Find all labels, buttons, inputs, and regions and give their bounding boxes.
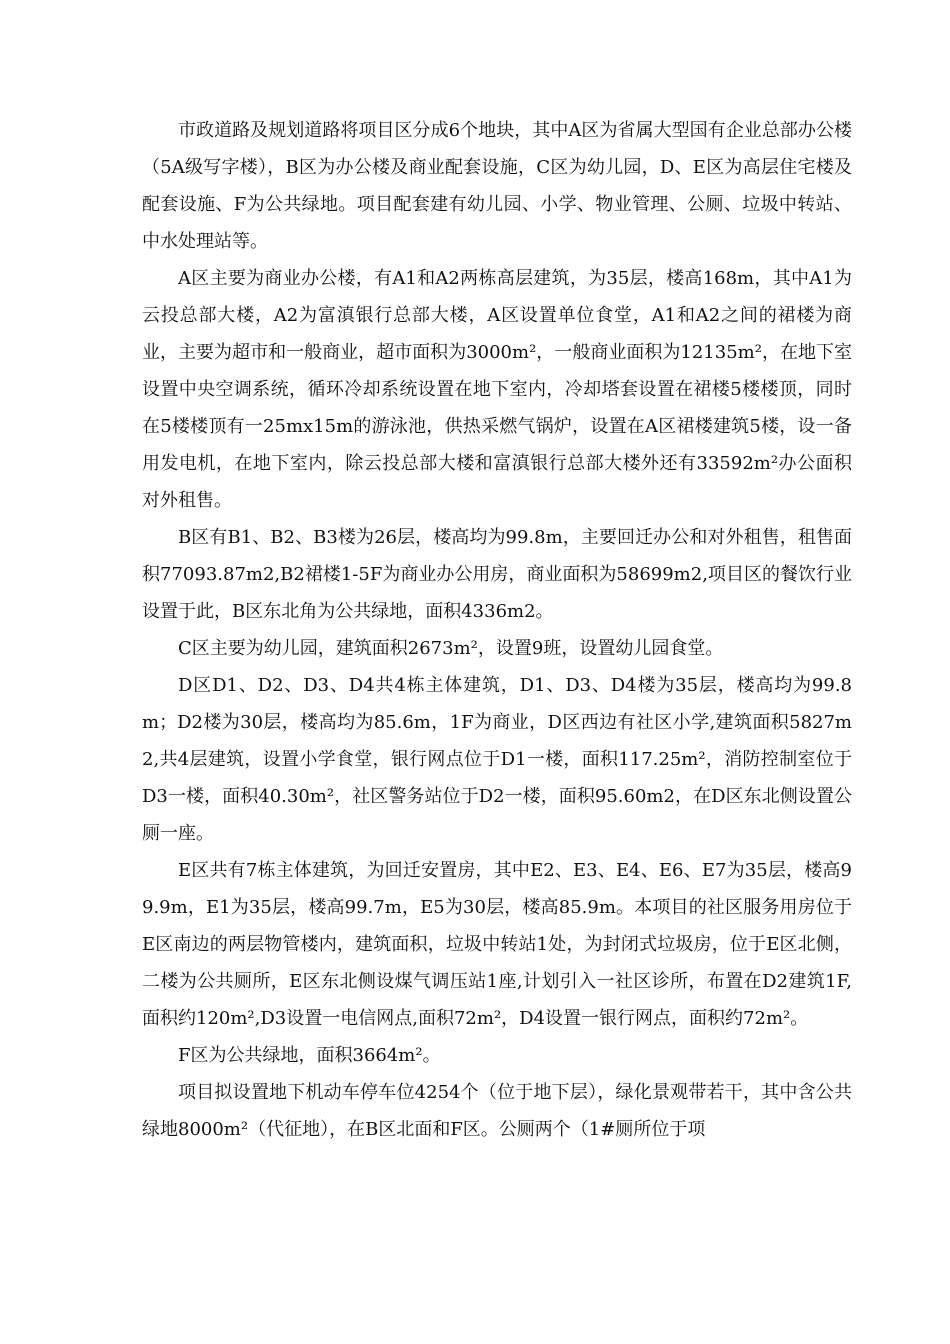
paragraph-zone-e: E区共有7栋主体建筑，为回迁安置房，其中E2、E3、E4、E6、E7为35层，楼高99.9m，E1为35层，楼高99.7m，E5为30层，楼高85.9m。本项目的社区服务用房位于E区南边的两层物管楼内，建筑面积，垃圾中转站1处，为封闭式垃圾房，位于E区北侧，二楼为公共厕所，E区东北侧设煤气调压站1座,计划引入一社区诊所，布置在D2建筑1F,面积约120m²,D3设置一电信网点,面积72m²，D4设置一银行网点，面积约72m²。 xyxy=(142,860,852,1029)
paragraph-zone-c: C区主要为幼儿园，建筑面积2673m²，设置9班，设置幼儿园食堂。 xyxy=(178,638,724,659)
paragraph-parking: 项目拟设置地下机动车停车位4254个（位于地下层），绿化景观带若干，其中含公共绿地8000m²（代征地），在B区北面和F区。公厕两个（1#厕所位于项 xyxy=(142,1082,852,1140)
paragraph-zone-a: A区主要为商业办公楼，有A1和A2两栋高层建筑，为35层，楼高168m，其中A1为云投总部大楼，A2为富滇银行总部大楼，A区设置单位食堂，A1和A2之间的裙楼为商业，主要为超市和一般商业，超市面积为3000m²，一般商业面积为12135m²，在地下室设置中央空调系统，循环冷却系统设置在地下室内，冷却塔套设置在裙楼5楼楼顶，同时在5楼楼顶有一25mx15m的游泳池，供热采燃气锅炉，设置在A区裙楼建筑5楼，设一备用发电机，在地下室内，除云投总部大楼和富滇银行总部大楼外还有33592m²办公面积对外租售。 xyxy=(142,268,852,511)
document-body xyxy=(142,112,852,1148)
paragraph-zone-d: D区D1、D2、D3、D4共4栋主体建筑，D1、D3、D4楼为35层，楼高均为99.8m；D2楼为30层，楼高均为85.6m，1F为商业，D区西边有社区小学,建筑面积5827m2,共4层建筑，设置小学食堂，银行网点位于D1一楼，面积117.25m²，消防控制室位于D3一楼，面积40.30m²，社区警务站位于D2一楼，面积95.60m2，在D区东北侧设置公厕一座。 xyxy=(142,675,852,844)
paragraph-site-overview: 市政道路及规划道路将项目区分成6个地块，其中A区为省属大型国有企业总部办公楼（5A级写字楼），B区为办公楼及商业配套设施，C区为幼儿园，D、E区为高层住宅楼及配套设施、F为公共绿地。项目配套建有幼儿园、小学、物业管理、公厕、垃圾中转站、中水处理站等。 xyxy=(142,120,852,252)
paragraph-zone-b: B区有B1、B2、B3楼为26层，楼高均为99.8m，主要回迁办公和对外租售，租售面积77093.87m2,B2裙楼1-5F为商业办公用房，商业面积为58699m2,项目区的餐饮行业设置于此，B区东北角为公共绿地，面积4336m2。 xyxy=(142,527,852,622)
paragraph-zone-f: F区为公共绿地，面积3664m²。 xyxy=(178,1045,441,1066)
